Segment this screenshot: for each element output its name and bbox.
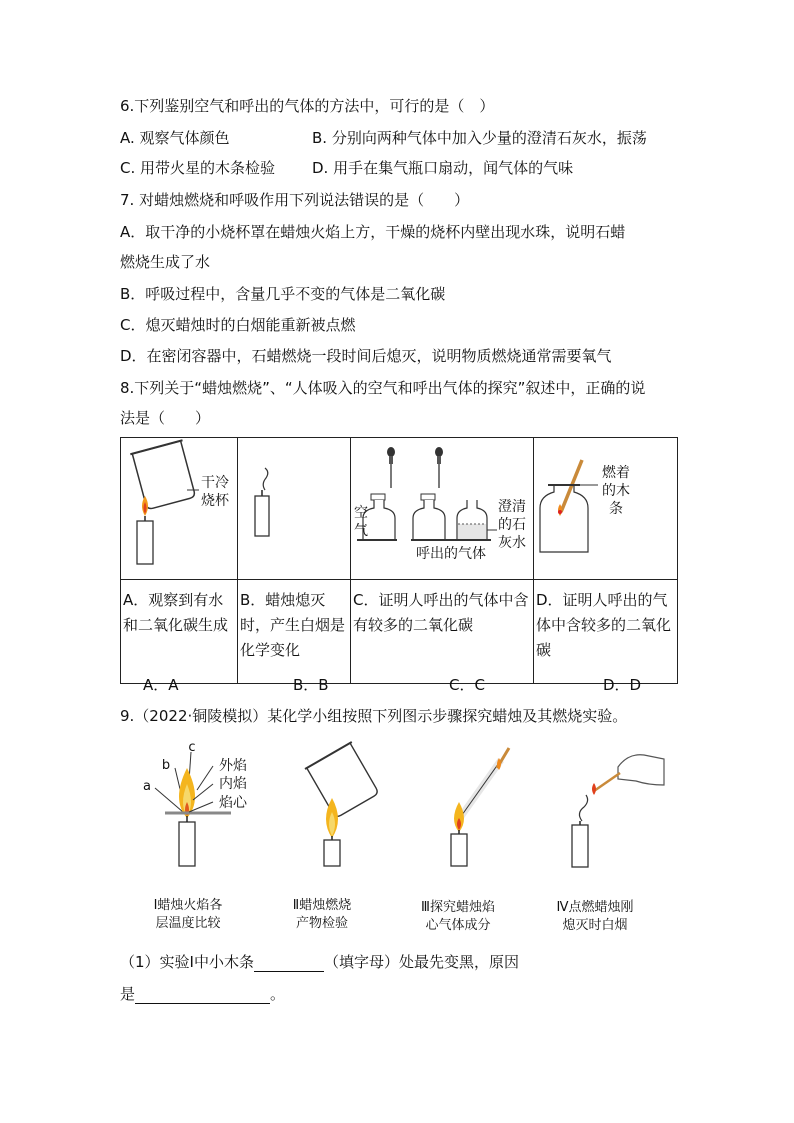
flame-core-label: 焰心 (219, 795, 247, 811)
air-label: 空 气 (354, 505, 368, 539)
q7-option-a-line2: 燃烧生成了水 (120, 253, 211, 271)
q8-cell-d: D．证明人呼出的气体中含较多的二氧化碳 (534, 580, 678, 684)
q6-option-c: C. 用带火星的木条检验 (120, 159, 276, 177)
q8-cell-c: C．证明人呼出的气体中含有较多的二氧化碳 (351, 580, 534, 684)
q7-option-c: C．熄灭蜡烛时的白烟能重新被点燃 (120, 316, 356, 334)
q6-stem: 6.下列鉴别空气和呼出的气体的方法中，可行的是（ ） (120, 97, 495, 115)
q8-table (120, 437, 678, 684)
extinguished-candle-illustration (238, 438, 351, 575)
label-a: a (143, 779, 151, 794)
figure-iii-tube-in-flame (425, 740, 525, 870)
q6-option-a: A. 观察气体颜色 (120, 129, 230, 147)
q8-figure-b (238, 438, 351, 580)
q7-option-b: B．呼吸过程中，含量几乎不变的气体是二氧化碳 (120, 285, 446, 303)
caption-iii: Ⅲ探究蜡烛焰 心气体成分 (421, 900, 495, 933)
q6-option-b: B. 分别向两种气体中加入少量的澄清石灰水，振荡 (312, 129, 647, 147)
q8-option-b: B．B (293, 676, 329, 694)
q8-option-a: A．A (143, 676, 179, 694)
q9-stem: 9.（2022·铜陵模拟）某化学小组按照下列图示步骤探究蜡烛及其燃烧实验。 (120, 707, 628, 725)
inner-flame-label: 内焰 (219, 776, 247, 792)
q9-sub1-prefix: （1）实验Ⅰ中小木条 (120, 953, 254, 971)
q8-option-d: D．D (603, 676, 642, 694)
label-c: c (188, 740, 196, 755)
q8-figure-d (534, 438, 678, 580)
label-b: b (161, 758, 171, 773)
q8-stem-line1: 8.下列关于“蜡烛燃烧”、“人体吸入的空气和呼出气体的探究”叙述中，正确的说 (120, 379, 646, 397)
figure-ii-beaker-over-candle (296, 740, 406, 870)
q8-figure-a (121, 438, 238, 580)
q7-option-d: D．在密闭容器中，石蜡燃烧一段时间后熄灭，说明物质燃烧通常需要氧气 (120, 347, 612, 365)
q8-figure-c (351, 438, 534, 580)
q9-sub1-end: 。 (270, 985, 286, 1003)
q7-option-a-line1: A．取干净的小烧杯罩在蜡烛火焰上方，干燥的烧杯内壁出现水珠，说明石蜡 (120, 223, 626, 241)
q8-option-c: C．C (449, 676, 485, 694)
dry-beaker-label: 干冷 烧杯 (201, 475, 229, 509)
answer-blank-letter[interactable] (254, 955, 324, 972)
q8-cell-a: A．观察到有水和二氧化碳生成 (121, 580, 238, 684)
figure-iv-relighting-smoke (560, 745, 670, 870)
answer-blank-reason[interactable] (135, 987, 270, 1004)
q8-stem-line2: 法是（ ） (120, 409, 211, 427)
outer-flame-label: 外焰 (219, 758, 247, 774)
q9-sub1-line2 (120, 984, 285, 1004)
burning-stick-label: 燃着 的木 条 (602, 465, 630, 517)
limewater-label: 澄清 的石 灰水 (498, 499, 526, 551)
q7-stem: 7. 对蜡烛燃烧和呼吸作用下列说法错误的是（ ） (120, 191, 470, 209)
q9-sub1-reason-prefix: 是 (120, 985, 136, 1003)
q9-sub1-line1 (120, 952, 519, 972)
caption-i: Ⅰ蜡烛火焰各 层温度比较 (153, 898, 223, 931)
exhaled-gas-label: 呼出的气体 (416, 546, 486, 562)
caption-ii: Ⅱ蜡烛燃烧 产物检验 (292, 898, 352, 931)
q6-option-d: D. 用手在集气瓶口扇动，闻气体的气味 (312, 159, 574, 177)
q9-sub1-middle: （填字母）处最先变黑，原因 (323, 953, 519, 971)
caption-iv: Ⅳ点燃蜡烛刚 熄灭时白烟 (556, 900, 634, 933)
q8-cell-b: B．蜡烛熄灭时，产生白烟是化学变化 (238, 580, 351, 684)
